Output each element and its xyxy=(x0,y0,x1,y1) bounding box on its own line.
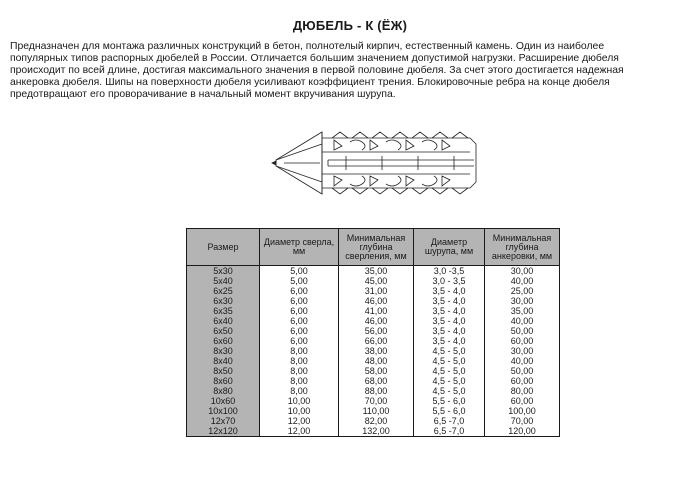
cell-size: 8x30 xyxy=(187,346,260,356)
table-row xyxy=(187,336,560,346)
cell-size: 6x35 xyxy=(187,306,260,316)
cell-size: 8x50 xyxy=(187,366,260,376)
cell-size: 8x80 xyxy=(187,386,260,396)
table-row xyxy=(187,306,560,316)
cell-drill-diameter: 12,00 xyxy=(260,426,339,437)
cell-size: 5x30 xyxy=(187,266,260,277)
table-row xyxy=(187,286,560,296)
description-line: Предназначен для монтажа различных конструкций в бетон, полнотелый кирпич, естественный камень. Один из наиболее xyxy=(10,41,605,52)
cell-drill-depth: 82,00 xyxy=(339,416,414,426)
cell-drill-depth: 31,00 xyxy=(339,286,414,296)
cell-drill-depth: 48,00 xyxy=(339,356,414,366)
table-row xyxy=(187,296,560,306)
cell-size: 6x25 xyxy=(187,286,260,296)
cell-drill-diameter: 6,00 xyxy=(260,306,339,316)
cell-screw-diameter: 4,5 - 5,0 xyxy=(414,376,485,386)
cell-screw-diameter: 4,5 - 5,0 xyxy=(414,356,485,366)
cell-screw-diameter: 5,5 - 6,0 xyxy=(414,406,485,416)
cell-size: 8x60 xyxy=(187,376,260,386)
description-line: предотвращают его проворачивание в начальный момент вкручивания шурупа. xyxy=(10,89,396,100)
cell-size: 12x120 xyxy=(187,426,260,437)
cell-drill-depth: 68,00 xyxy=(339,376,414,386)
cell-drill-depth: 56,00 xyxy=(339,326,414,336)
col-header-anchor-depth: Минимальная глубина анкеровки, мм xyxy=(485,229,560,266)
cell-screw-diameter: 3,0 -3,5 xyxy=(414,266,485,277)
cell-screw-diameter: 3,0 - 3,5 xyxy=(414,276,485,286)
cell-anchor-depth: 30,00 xyxy=(485,266,560,277)
cell-anchor-depth: 50,00 xyxy=(485,366,560,376)
cell-screw-diameter: 4,5 - 5,0 xyxy=(414,346,485,356)
cell-size: 5x40 xyxy=(187,276,260,286)
cell-anchor-depth: 30,00 xyxy=(485,296,560,306)
cell-screw-diameter: 3,5 - 4,0 xyxy=(414,336,485,346)
cell-drill-depth: 38,00 xyxy=(339,346,414,356)
cell-anchor-depth: 35,00 xyxy=(485,306,560,316)
cell-screw-diameter: 3,5 - 4,0 xyxy=(414,306,485,316)
cell-drill-diameter: 6,00 xyxy=(260,296,339,306)
cell-size: 10x60 xyxy=(187,396,260,406)
cell-size: 12x70 xyxy=(187,416,260,426)
cell-screw-diameter: 3,5 - 4,0 xyxy=(414,286,485,296)
table-body xyxy=(187,266,560,437)
cell-drill-diameter: 10,00 xyxy=(260,396,339,406)
cell-screw-diameter: 3,5 - 4,0 xyxy=(414,316,485,326)
cell-anchor-depth: 70,00 xyxy=(485,416,560,426)
cell-anchor-depth: 60,00 xyxy=(485,396,560,406)
cell-size: 8x40 xyxy=(187,356,260,366)
cell-anchor-depth: 25,00 xyxy=(485,286,560,296)
page-title: ДЮБЕЛЬ - К (ЁЖ) xyxy=(292,18,408,33)
cell-anchor-depth: 100,00 xyxy=(485,406,560,416)
cell-size: 10x100 xyxy=(187,406,260,416)
cell-drill-diameter: 6,00 xyxy=(260,336,339,346)
description-paragraph xyxy=(10,41,660,101)
dowel-spec-table xyxy=(186,228,560,437)
col-header-drill-depth: Минимальная глубина сверления, мм xyxy=(339,229,414,266)
cell-drill-diameter: 5,00 xyxy=(260,276,339,286)
cell-drill-depth: 132,00 xyxy=(339,426,414,437)
cell-drill-diameter: 8,00 xyxy=(260,356,339,366)
cell-anchor-depth: 60,00 xyxy=(485,336,560,346)
table-row xyxy=(187,346,560,356)
description-line: популярных типов распорных дюбелей в России. Отличается большим значением допустимой нагрузки. Расширение дюбеля xyxy=(10,53,619,64)
table-row xyxy=(187,406,560,416)
description-line: происходит по всей длине, достигая максимального значения в первой половине дюбеля. За счет этого достигается надежная xyxy=(10,65,624,76)
cell-drill-diameter: 8,00 xyxy=(260,376,339,386)
table-row xyxy=(187,386,560,396)
cell-screw-diameter: 4,5 - 5,0 xyxy=(414,386,485,396)
cell-drill-depth: 41,00 xyxy=(339,306,414,316)
cell-anchor-depth: 40,00 xyxy=(485,316,560,326)
cell-screw-diameter: 5,5 - 6,0 xyxy=(414,396,485,406)
cell-anchor-depth: 80,00 xyxy=(485,386,560,396)
table-row xyxy=(187,356,560,366)
cell-drill-diameter: 6,00 xyxy=(260,286,339,296)
cell-screw-diameter: 3,5 - 4,0 xyxy=(414,326,485,336)
cell-drill-depth: 46,00 xyxy=(339,316,414,326)
col-header-screw-diameter: Диаметр шурупа, мм xyxy=(414,229,485,266)
cell-size: 6x60 xyxy=(187,336,260,346)
cell-drill-depth: 35,00 xyxy=(339,266,414,277)
cell-screw-diameter: 4,5 - 5,0 xyxy=(414,366,485,376)
cell-drill-depth: 66,00 xyxy=(339,336,414,346)
cell-drill-depth: 88,00 xyxy=(339,386,414,396)
cell-anchor-depth: 40,00 xyxy=(485,356,560,366)
cell-drill-depth: 46,00 xyxy=(339,296,414,306)
cell-drill-diameter: 10,00 xyxy=(260,406,339,416)
table-row xyxy=(187,396,560,406)
cell-size: 6x30 xyxy=(187,296,260,306)
cell-anchor-depth: 30,00 xyxy=(485,346,560,356)
cell-drill-depth: 45,00 xyxy=(339,276,414,286)
table-row xyxy=(187,376,560,386)
col-header-drill-diameter: Диаметр сверла, мм xyxy=(260,229,339,266)
description-line: анкеровка дюбеля. Шипы на поверхности дюбеля усиливают коэффициент трения. Блокировочные ребра на конце дюбеля xyxy=(10,77,610,88)
cell-drill-depth: 70,00 xyxy=(339,396,414,406)
table-row xyxy=(187,276,560,286)
cell-drill-diameter: 8,00 xyxy=(260,366,339,376)
cell-drill-diameter: 6,00 xyxy=(260,326,339,336)
table-header-row xyxy=(187,229,560,266)
cell-drill-diameter: 12,00 xyxy=(260,416,339,426)
cell-anchor-depth: 120,00 xyxy=(485,426,560,437)
table-row xyxy=(187,416,560,426)
table-row xyxy=(187,326,560,336)
cell-anchor-depth: 60,00 xyxy=(485,376,560,386)
table-row xyxy=(187,426,560,437)
cell-drill-depth: 110,00 xyxy=(339,406,414,416)
cell-screw-diameter: 6,5 -7,0 xyxy=(414,416,485,426)
cell-drill-diameter: 8,00 xyxy=(260,346,339,356)
table-row xyxy=(187,366,560,376)
table-row xyxy=(187,316,560,326)
cell-drill-diameter: 6,00 xyxy=(260,316,339,326)
cell-anchor-depth: 50,00 xyxy=(485,326,560,336)
cell-screw-diameter: 6,5 -7,0 xyxy=(414,426,485,437)
cell-anchor-depth: 40,00 xyxy=(485,276,560,286)
cell-drill-diameter: 5,00 xyxy=(260,266,339,277)
col-header-size: Размер xyxy=(187,229,260,266)
cell-size: 6x40 xyxy=(187,316,260,326)
table-row xyxy=(187,266,560,277)
cell-size: 6x50 xyxy=(187,326,260,336)
cell-drill-diameter: 8,00 xyxy=(260,386,339,396)
cell-drill-depth: 58,00 xyxy=(339,366,414,376)
cell-screw-diameter: 3,5 - 4,0 xyxy=(414,296,485,306)
dowel-drawing xyxy=(270,130,482,196)
